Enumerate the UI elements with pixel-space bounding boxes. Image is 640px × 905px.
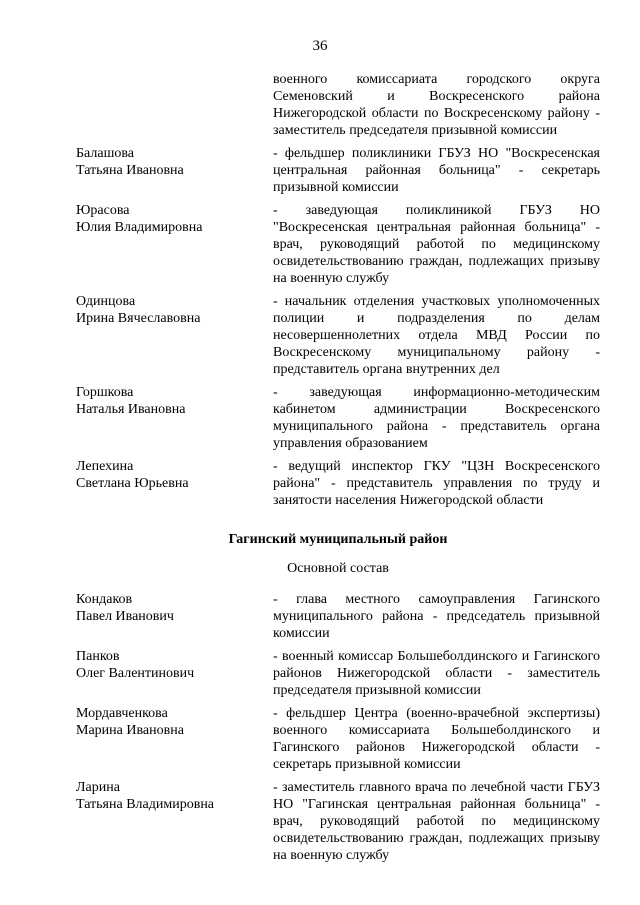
member-entry xyxy=(76,648,600,699)
member-surname: Горшкова xyxy=(76,385,134,400)
member-given-name: Ирина Вячеславовна xyxy=(76,311,201,326)
member-given-name: Татьяна Владимировна xyxy=(76,797,215,812)
member-entry xyxy=(76,591,600,642)
member-name xyxy=(76,145,273,196)
member-name xyxy=(76,202,273,287)
member-given-name: Юлия Владимировна xyxy=(76,220,203,235)
member-entry xyxy=(76,145,600,196)
member-entry xyxy=(76,458,600,509)
member-given-name: Наталья Ивановна xyxy=(76,402,186,417)
document-body xyxy=(76,71,600,870)
member-surname: Балашова xyxy=(76,146,134,161)
page-number: 36 xyxy=(312,38,328,54)
member-role: - военный комиссар Большеболдинского и Гагинского районов Нижегородской области - заместитель председателя призывной комиссии xyxy=(273,649,600,698)
member-given-name: Павел Иванович xyxy=(76,609,174,624)
member-role: - фельдшер поликлиники ГБУЗ НО "Воскресенская центральная районная больница" - секретарь призывной комиссии xyxy=(273,146,600,195)
member-role: - фельдшер Центра (военно-врачебной экспертизы) военного комиссариата Большеболдинского и Гагинского районов Нижегородской области - секретарь призывной комиссии xyxy=(273,706,600,772)
member-name xyxy=(76,458,273,509)
member-entry xyxy=(76,202,600,287)
continuation-text: военного комиссариата городского округа Семеновский и Воскресенского района Нижегородской области по Воскресенскому району - заместитель председателя призывной комиссии xyxy=(273,72,600,138)
member-role: - заведующая поликлиникой ГБУЗ НО "Воскресенская центральная районная больница" - врач, руководящий работой по медицинскому освидетельствованию граждан, подлежащих призыву на военную службу xyxy=(273,203,600,286)
member-role: - ведущий инспектор ГКУ "ЦЗН Воскресенского района" - представитель управления по труду и занятости населения Нижегородской области xyxy=(273,459,600,508)
section-title: Гагинский муниципальный район xyxy=(228,532,448,547)
member-entry xyxy=(76,705,600,773)
member-entry xyxy=(76,384,600,452)
member-name xyxy=(76,648,273,699)
member-given-name: Светлана Юрьевна xyxy=(76,476,189,491)
member-surname: Мордавченкова xyxy=(76,706,168,721)
member-entry xyxy=(76,293,600,378)
member-name xyxy=(76,591,273,642)
member-given-name: Марина Ивановна xyxy=(76,723,184,738)
member-role: - начальник отделения участковых уполномоченных полиции и подразделения по делам несовершеннолетних отдела МВД России по Воскресенскому муниципальному району - представитель органа внутренних дел xyxy=(273,294,600,377)
member-name xyxy=(76,384,273,452)
member-surname: Кондаков xyxy=(76,592,133,607)
member-role: - заведующая информационно-методическим кабинетом администрации Воскресенского муниципального района - представитель органа управления образованием xyxy=(273,385,600,451)
member-name xyxy=(76,705,273,773)
member-entry xyxy=(76,779,600,864)
member-surname: Юрасова xyxy=(76,203,130,218)
member-name xyxy=(76,293,273,378)
member-surname: Панков xyxy=(76,649,120,664)
member-role: - глава местного самоуправления Гагинского муниципального района - председатель призывной комиссии xyxy=(273,592,600,641)
member-name xyxy=(76,779,273,864)
member-surname: Лепехина xyxy=(76,459,134,474)
subsection-title: Основной состав xyxy=(287,561,389,576)
member-role: - заместитель главного врача по лечебной части ГБУЗ НО "Гагинская центральная районная больница" - врач, руководящий работой по медицинскому освидетельствованию граждан, подлежащих призыву на военную службу xyxy=(273,780,600,863)
member-given-name: Татьяна Ивановна xyxy=(76,163,184,178)
member-surname: Ларина xyxy=(76,780,120,795)
member-given-name: Олег Валентинович xyxy=(76,666,195,681)
member-surname: Одинцова xyxy=(76,294,136,309)
